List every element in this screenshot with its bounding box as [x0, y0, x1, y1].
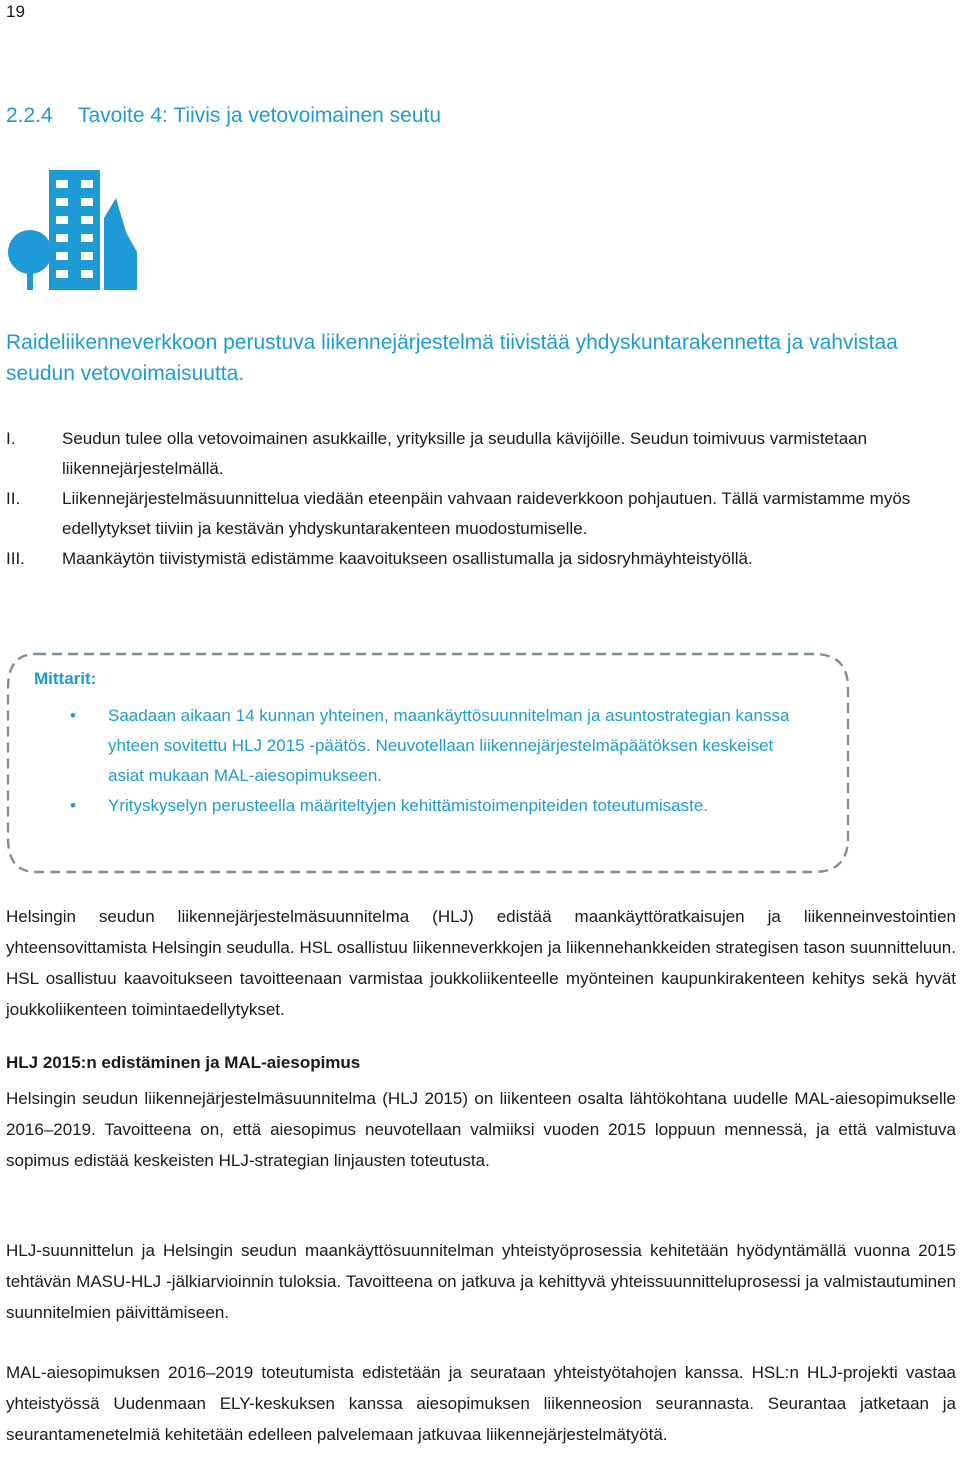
metric-text: Saadaan aikaan 14 kunnan yhteinen, maankäyttösuunnitelman ja asuntostrategian kanssa yhteen sovitettu HLJ 2015 -päätös. Neuvotellaan liikennejärjestelmäpäätöksen keskeiset asiat mukaan MAL-aiesopimukseen. — [108, 706, 790, 785]
metric-text: Yrityskyselyn perusteella määriteltyjen kehittämistoimenpiteiden toteutumisaste. — [108, 796, 708, 815]
section-number: 2.2.4 — [6, 104, 53, 127]
body-paragraph: HLJ-suunnittelun ja Helsingin seudun maankäyttösuunnitelman yhteistyöprosessia kehitetään hyödyntämällä vuonna 2015 tehtävän MASU-HLJ -jälkiarvioinnin tuloksia. Tavoitteena on jatkuva ja kehittyvä yhteissuunnitteluprosessi ja valmistautuminen suunnitelmien päivittämiseen. — [6, 1241, 956, 1322]
goal-numeral: I. — [6, 429, 16, 448]
metrics-list — [70, 701, 810, 821]
goal-numeral: III. — [6, 549, 25, 568]
metrics-title: Mittarit: — [34, 669, 97, 688]
goal-text: Maankäytön tiivistymistä edistämme kaavoitukseen osallistumalla ja sidosryhmäyhteistyöllä. — [62, 549, 753, 568]
city-icon — [4, 170, 138, 290]
body-paragraph: Helsingin seudun liikennejärjestelmäsuunnitelma (HLJ 2015) on liikenteen osalta lähtökohtana uudelle MAL-aiesopimukselle 2016–2019. Tavoitteena on, että aiesopimus neuvotellaan valmiiksi vuoden 2015 loppuun mennessä, ja että valmistuva sopimus edistää keskeisten HLJ-strategian linjausten toteutusta. — [6, 1089, 956, 1170]
church-building — [104, 198, 137, 290]
section-title: Tavoite 4: Tiivis ja vetovoimainen seutu — [78, 104, 442, 127]
metric-item — [70, 791, 810, 821]
bullet: • — [70, 706, 76, 725]
goal-item — [6, 424, 946, 484]
bullet: • — [70, 796, 76, 815]
body-paragraph: MAL-aiesopimuksen 2016–2019 toteutumista edistetään ja seurataan yhteistyötahojen kanssa. HSL:n HLJ-projekti vastaa yhteistyössä Uudenmaan ELY-keskuksen kanssa aiesopimuksen liikenneosion seurannasta. Seurantaa jatketaan ja seurantamenetelmiä kehitetään edelleen palvelemaan jatkuvaa liikennejärjestelmätyötä. — [6, 1363, 956, 1444]
goal-item — [6, 544, 946, 574]
goal-list — [6, 424, 946, 574]
tree-trunk — [27, 264, 33, 290]
page-number: 19 — [6, 2, 25, 21]
goal-text: Seudun tulee olla vetovoimainen asukkaille, yrityksille ja seudulla kävijöille. Seudun toimivuus varmistetaan liikennejärjestelmällä. — [62, 429, 868, 478]
goal-item — [6, 484, 946, 544]
section-heading — [6, 104, 441, 128]
sub-heading: HLJ 2015:n edistäminen ja MAL-aiesopimus — [6, 1053, 361, 1072]
goal-lead-statement: Raideliikenneverkkoon perustuva liikennejärjestelmä tiivistää yhdyskuntarakennetta ja vahvistaa seudun vetovoimaisuutta. — [6, 331, 898, 385]
metric-item — [70, 701, 810, 791]
goal-text: Liikennejärjestelmäsuunnittelua viedään eteenpäin vahvaan raideverkkoon pohjautuen. Tällä varmistamme myös edellytykset tiiviin ja kestävän yhdyskuntarakenteen muodostumiselle. — [62, 489, 911, 538]
body-paragraph: Helsingin seudun liikennejärjestelmäsuunnitelma (HLJ) edistää maankäyttöratkaisujen ja liikenneinvestointien yhteensovittamista Helsingin seudulla. HSL osallistuu liikenneverkkojen ja liikennehankkeiden strategisen tason suunnitteluun. HSL osallistuu kaavoitukseen tavoitteenaan varmistaa joukkoliikenteelle myönteinen kaupunkirakenteen kehitys sekä hyvät joukkoliikenteen toimintaedellytykset. — [6, 907, 956, 1019]
goal-numeral: II. — [6, 489, 21, 508]
